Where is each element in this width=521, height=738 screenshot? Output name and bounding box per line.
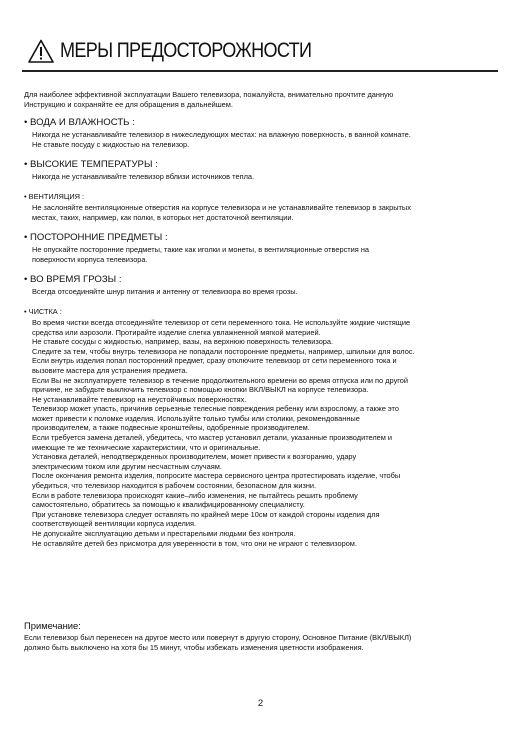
note-line: должно быть выключено на хотя бы 15 минут, чтобы избежать изменения цветности изображения. <box>24 643 364 652</box>
section <box>24 307 494 548</box>
section-line: поверхности корпуса телевизора. <box>32 254 148 264</box>
section-heading: • ВОДА И ВЛАЖНОСТЬ : <box>24 117 135 129</box>
section-line: Не ставьте посуду с жидкостью на телевизор. <box>32 139 190 149</box>
section-line: После окончания ремонта изделия, попросите мастера сервисного центра протестировать изделие, чтобы <box>32 471 401 481</box>
title-divider <box>22 70 498 72</box>
note-block <box>24 620 494 653</box>
section <box>24 232 494 264</box>
content <box>24 90 494 558</box>
section-line: соответствующей вентиляции корпуса изделия. <box>32 519 197 529</box>
section-line: При установке телевизора следует оставлять по крайней мере 10см от каждой стороны изделия для <box>32 509 380 519</box>
section-line: Не устанавливайте телевизор на неустойчивых поверхностях. <box>32 394 247 404</box>
page-title: МЕРЫ ПРЕДОСТОРОЖНОСТИ <box>60 39 312 62</box>
section-heading: • ПОСТОРОННИЕ ПРЕДМЕТЫ : <box>24 232 168 244</box>
intro-line: Инструкцию и сохраняйте ее для обращения в дальнейшем. <box>24 99 233 109</box>
section-line: убедиться, что телевизор находится в рабочем состоянии, безопасном для жизни. <box>32 481 317 491</box>
section-line: Не допускайте эксплуатацию детьми и престарелыми людьми без контроля. <box>32 529 296 538</box>
section-line: производителем, а также подвесные кронштейны, одобренные производителем. <box>32 423 310 433</box>
warning-triangle-icon <box>28 39 54 63</box>
section-line: Следите за тем, чтобы внутрь телевизора не попадали посторонние предметы, например, шпильки для волос. <box>32 346 415 356</box>
section-line: Если требуется замена деталей, убедитесь, что мастер установил детали, указанные производителем и <box>32 433 393 443</box>
section-line: причине, не забудьте выключить телевизор с помощью кнопки ВКЛ/ВЫКЛ на корпусе телевизора. <box>32 385 369 395</box>
section-line: Никогда не устанавливайте телевизор в нижеследующих местах: на влажную поверхность, в ванной комнате. <box>32 130 411 140</box>
intro-text <box>24 90 494 109</box>
section-line: Если внутрь изделия попал посторонний предмет, сразу отключите телевизор от сети переменного тока и <box>32 356 397 366</box>
section <box>24 159 494 182</box>
section-line: местах, таких, например, как полки, в которых нет достаточной вентиляции. <box>32 212 294 222</box>
section-body <box>32 130 494 149</box>
section-line: Если Вы не эксплуатируете телевизор в течение продолжительного времени во время отпуска или по другой <box>32 375 409 385</box>
section-line: Во время чистки всегда отсоединяйте телевизор от сети переменного тока. Не используйте жидкие чистящие <box>32 317 411 327</box>
section-line: самостоятельно, обратитесь за помощью к квалифицированному специалисту. <box>32 500 305 510</box>
section-body <box>32 172 494 182</box>
note-heading: Примечание: <box>24 620 81 631</box>
section-line: Никогда не устанавливайте телевизор вблизи источников тепла. <box>32 172 255 182</box>
section-body <box>32 287 494 297</box>
section-line: Не опускайте посторонние предметы, такие как иголки и монеты, в вентиляционные отверстия на <box>32 245 370 255</box>
section-line: Телевизор может упасть, причинив серьезные телесные повреждения ребенку или взрослому, а также это <box>32 404 399 414</box>
section-line: Не ставьте сосуды с жидкостью, например, вазы, на верхнюю поверхность телевизора. <box>32 337 334 347</box>
section-heading: • ЧИСТКА : <box>24 306 62 316</box>
section-body <box>32 203 494 222</box>
note-line: Если телевизор был перенесен на другое место или повернут в другую сторону, Основное Питание (ВКЛ/ВЫКЛ) <box>24 633 412 642</box>
intro-line: Для наиболее эффективной эксплуатации Вашего телевизора, пожалуйста, внимательно прочтите данную <box>24 90 394 99</box>
section-body <box>32 245 494 264</box>
section-line: Не оставляйте детей без присмотра для уверенности в том, что они не играют с телевизором. <box>32 538 357 548</box>
section-line: Установка деталей, неподтвержденных производителем, может привести к возгоранию, удару <box>32 452 357 462</box>
section-line: имеющие те же технические характеристики, что и оригинальные. <box>32 442 261 452</box>
section-heading: • ВЫСОКИЕ ТЕМПЕРАТУРЫ : <box>24 159 158 171</box>
section <box>24 274 494 297</box>
section-line: вызовите мастера для устранения предмета. <box>32 365 188 375</box>
section-line: может привести к поломке изделия. Используйте только тумбы или столики, рекомендованные <box>32 413 360 423</box>
section-heading: • ВО ВРЕМЯ ГРОЗЫ : <box>24 274 122 286</box>
section-line: Если в работе телевизора происходят какие–либо изменения, не пытайтесь решить проблему <box>32 490 358 500</box>
section-line: Всегда отсоединяйте шнур питания и антенну от телевизора во время грозы. <box>32 287 298 297</box>
section-heading: • ВЕНТИЛЯЦИЯ : <box>24 191 85 201</box>
section-line: Не заслоняйте вентиляционные отверстия на корпусе телевизора и не устанавливайте телевизор в закрытых <box>32 202 411 212</box>
sections-list <box>24 117 494 548</box>
section-body <box>32 318 494 548</box>
page-number: 2 <box>257 698 264 709</box>
section-line: электрическим током или другим несчастным случаям. <box>32 461 222 471</box>
section-line: средства или аэрозоли. Протирайте изделие слегка увлажненной мягкой материей. <box>32 327 321 337</box>
section <box>24 117 494 149</box>
title-row <box>28 34 498 68</box>
section <box>24 192 494 222</box>
